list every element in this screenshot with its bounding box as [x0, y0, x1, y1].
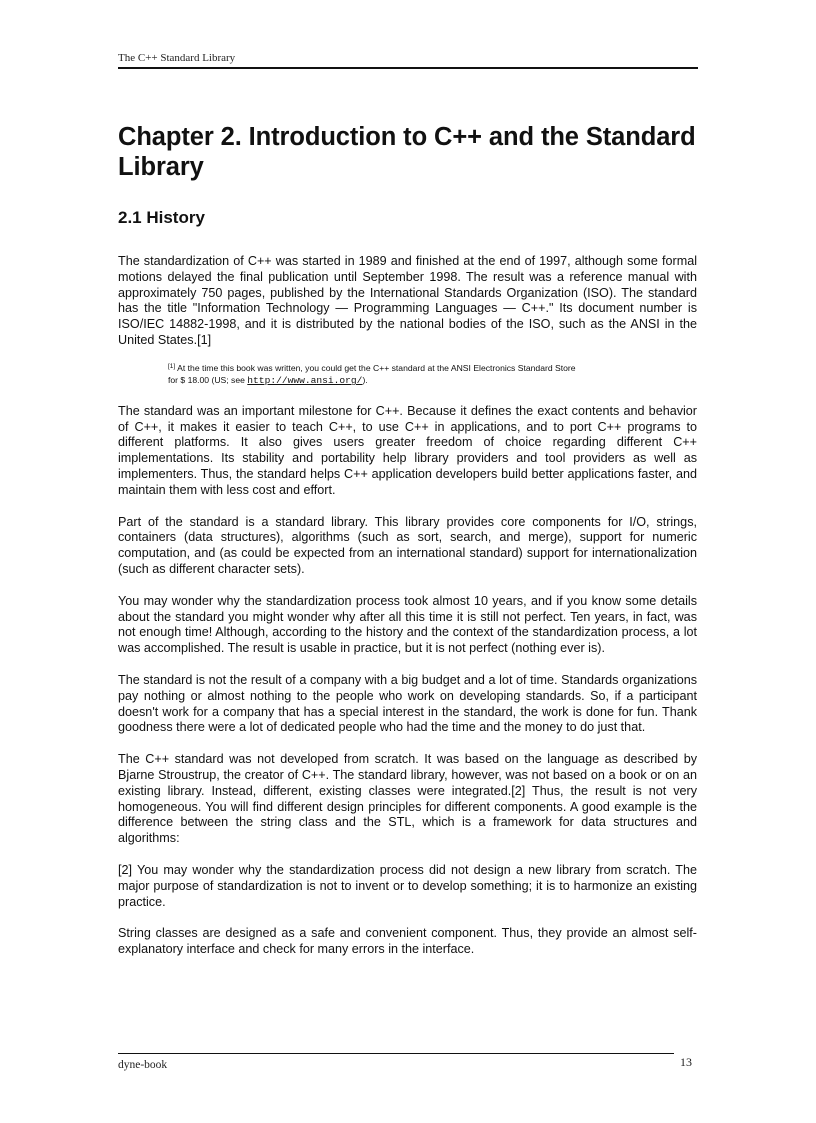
paragraph-6: The C++ standard was not developed from scratch. It was based on the language as described by Bjarne Stroustrup, the creator of C++. The standard library, however, was not based on a book or on an existing library. Instead, different, existing classes were integrated.[2] Thus, the result is not very homogeneous. You will find different design principles for different components. A good example is the difference between the string class and the STL, which is a framework for data structures and algorithms:	[118, 752, 697, 846]
paragraph-2: The standard was an important milestone for C++. Because it defines the exact contents and behavior of C++, it makes it easier to teach C++, to use C++ in applications, and to port C++ programs to different platforms. It also gives users greater freedom of choice regarding different C++ implementations. Its stability and portability help library providers and tool providers as well as implementers. Thus, the standard helps C++ application developers build better applications faster, and maintain them with less cost and effort.	[118, 403, 697, 497]
paragraph-7-note: [2] You may wonder why the standardization process did not design a new library from scratch. The major purpose of standardization is not to invent or to develop something; it is to harmonize an existing practice.	[118, 862, 697, 909]
footnote-1	[168, 361, 697, 388]
paragraph-5: The standard is not the result of a company with a big budget and a lot of time. Standards organizations pay nothing or almost nothing to the people who work on developing standards. So, if a participant doesn't work for a company that has a special interest in the standard, the work is done for fun. Thank goodness there were a lot of dedicated people who had the time and the money to do just that.	[118, 672, 697, 735]
paragraph-4: You may wonder why the standardization process took almost 10 years, and if you know some details about the standard you might wonder why after all this time it is still not perfect. Ten years, in fact, was not enough time! Although, according to the history and the context of the standardization process, a lot was accomplished. The result is usable in practice, but it is not perfect (nothing ever is).	[118, 593, 697, 656]
chapter-title: Chapter 2. Introduction to C++ and the Standard Library	[118, 123, 696, 181]
paragraph-1: The standardization of C++ was started in 1989 and finished at the end of 1997, although some formal motions delayed the final publication until September 1998. The result was a reference manual with approximately 750 pages, published by the International Standards Organization (ISO). The standard has the title "Information Technology — Programming Languages — C++." Its document number is ISO/IEC 14882-1998, and it is distributed by the national bodies of the ISO, such as the ANSI in the United States.[1]	[118, 254, 697, 347]
section-title: 2.1 History	[118, 208, 205, 227]
footer-rule	[118, 1053, 674, 1054]
footnote-text-line1: At the time this book was written, you could get the C++ standard at the ANSI Electronics Standard Store	[175, 362, 576, 373]
page-number: 13	[680, 1055, 692, 1069]
paragraph-8: String classes are designed as a safe and convenient component. Thus, they provide an almost self-explanatory interface and check for many errors in the interface.	[118, 926, 697, 957]
running-header: The C++ Standard Library	[118, 52, 236, 64]
footnote-link[interactable]: http://www.ansi.org/	[247, 375, 363, 387]
header-rule	[118, 67, 698, 69]
paragraph-3: Part of the standard is a standard library. This library provides core components for I/O, strings, containers (data structures), algorithms (such as sort, search, and merge), support for numeric computation, and (as could be expected from an international standard) support for internationalization (such as different character sets).	[118, 514, 697, 576]
footnote-marker: [1]	[168, 362, 176, 370]
page-content	[118, 122, 697, 958]
footer-book-name: dyne-book	[118, 1059, 168, 1071]
footnote-text-line2-pre: for $ 18.00 (US; see	[168, 375, 248, 386]
footnote-text-line2-post: ).	[362, 375, 368, 386]
